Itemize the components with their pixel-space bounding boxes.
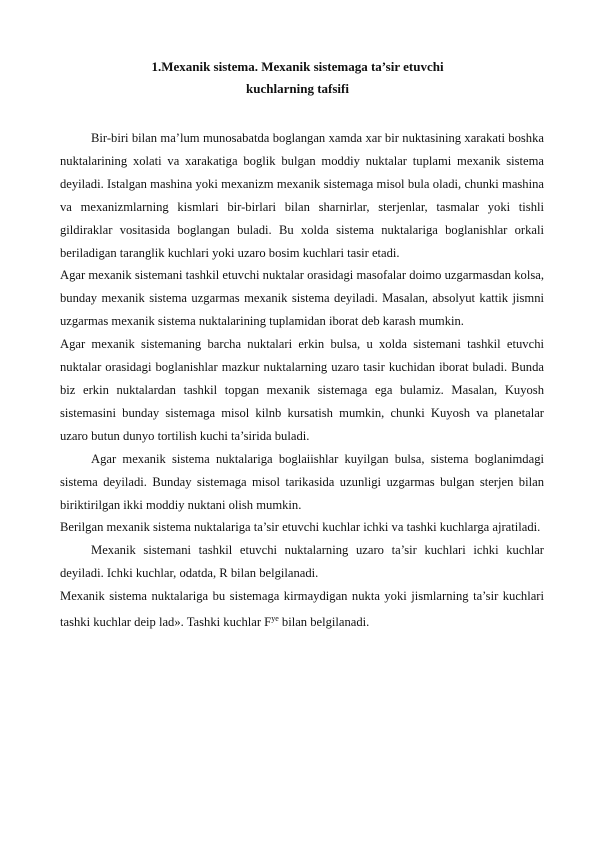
page-title: 1.Mexanik sistema. Mexanik sistemaga ta’sir etuvchi	[151, 59, 444, 74]
paragraph-boglanimdagi-sistema: Agar mexanik sistema nuktalariga boglaiishlar kuyilgan bulsa, sistema boglanimdagi sistema deyiladi. Bunday sistemaga misol tarikasida uzunligi uzgarmas bulgan sterjen bilan biriktirilgan ikki moddiy nuktani olish mumkin.	[60, 451, 544, 512]
tashki-kuchlar-tail: bilan belgilanadi.	[278, 615, 370, 630]
page-subtitle: kuchlarning tafsifi	[246, 81, 349, 96]
tashki-kuchlar-text: Mexanik sistema nuktalariga bu sistemaga kirmaydigan nukta yoki jismlarning ta’sir kuchlari tashki kuchlar deip lad». Tashki kuchlar F	[60, 589, 544, 630]
paragraph-mexanik-sistema-definition: Bir-biri bilan ma’lum munosabatda boglangan xamda xar bir nuktasining xarakati boshka nuktalarining xolati va xarakatiga boglik bulgan moddiy nuktalar tuplami mexanik sistema deyiladi. Istalgan mashina yoki mexanizm mexanik sistemaga misol bula oladi, chunki mashina va mexanizmlarning kismlari bir-birlari bilan sharnirlar, sterjenlar, tasmalar yoki tishli gildiraklar vositasida boglangan buladi. Bu xolda sistema nuktalariga boglanishlar orkali beriladigan taranglik kuchlari yoki uzaro bosim kuchlari tasir etadi.	[60, 131, 544, 260]
paragraph-tashki-kuchlar	[60, 585, 544, 634]
paragraph-uzgarmas-sistema: Agar mexanik sistemani tashkil etuvchi nuktalar orasidagi masofalar doimo uzgarmasdan kolsa, bunday mexanik sistema uzgarmas mexanik sistema deyiladi. Masalan, absolyut kattik jismni uzgarmas mexanik sistema nuktalarining tuplamidan iborat deb karash mumkin.	[60, 268, 544, 329]
paragraph-ichki-kuchlar: Mexanik sistemani tashkil etuvchi nuktalarning uzaro ta’sir kuchlari ichki kuchlar deyiladi. Ichki kuchlar, odatda, R bilan belgilanadi.	[60, 543, 544, 581]
document-body	[60, 127, 544, 634]
paragraph-kuchlar-ajratish: Berilgan mexanik sistema nuktalariga ta’sir etuvchi kuchlar ichki va tashki kuchlarga ajratiladi.	[60, 520, 541, 535]
paragraph-erkin-nuktalar: Agar mexanik sistemaning barcha nuktalari erkin bulsa, u xolda sistemani tashkil etuvchi nuktalar orasidagi boglanishlar mazkur nuktalarning uzaro tasir kuchidan iborat buladi. Bunda biz erkin nuktalardan tashkil topgan mexanik sistemaga ega bulamiz. Masalan, Kuyosh sistemasini bunday sistemaga misol kilnb kursatish mumkin, chunki Kuyosh va planetalar uzaro butun dunyo tortilish kuchi ta’sirida buladi.	[60, 337, 544, 443]
superscript-ye: ye	[271, 614, 279, 624]
